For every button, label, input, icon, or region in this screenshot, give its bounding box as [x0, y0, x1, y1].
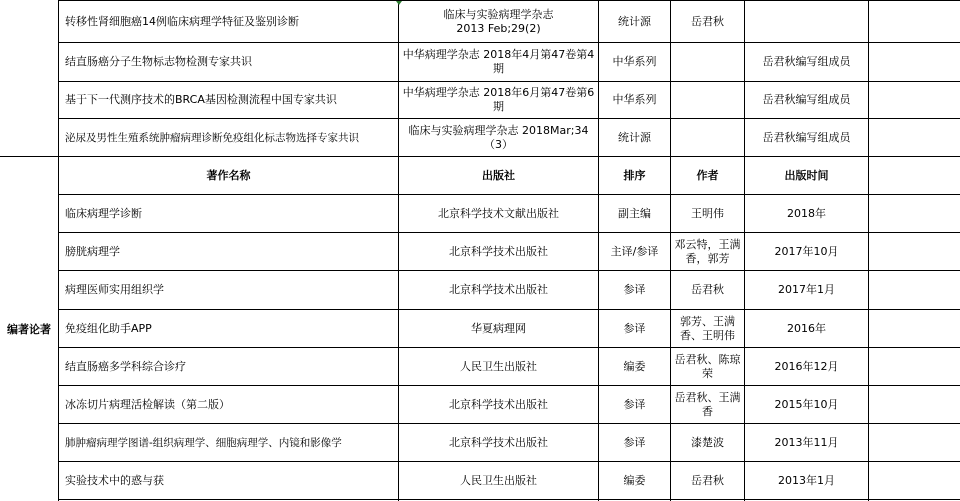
book-rank: 参译 [623, 321, 646, 335]
book-rank: 编委 [623, 473, 646, 487]
paper-journal: 临床与实验病理学杂志 2018Mar;34（3） [408, 123, 589, 151]
book-date: 2016年 [787, 321, 826, 335]
book-publisher: 北京科学技术出版社 [449, 283, 548, 296]
book-title: 冰冻切片病理活检解读（第二版） [65, 397, 230, 411]
book-title: 膀胱病理学 [65, 244, 120, 258]
book-title: 肺肿瘤病理学图谱-组织病理学、细胞病理学、内镜和影像学 [65, 436, 342, 449]
paper-first-author: 岳君秋 [691, 14, 724, 28]
book-rank: 参译 [623, 397, 646, 411]
book-author: 邓云特，王满香，郭芳 [674, 237, 741, 265]
book-author: 王明伟 [691, 206, 724, 220]
book-title: 实验技术中的惑与获 [65, 473, 164, 487]
column-header-rank: 排序 [623, 168, 646, 182]
book-publisher: 北京科学技术出版社 [449, 397, 548, 411]
paper-title: 泌尿及男性生殖系统肿瘤病理诊断免疫组化标志物选择专家共识 [65, 131, 359, 144]
paper-first-author [671, 43, 744, 81]
paper-title: 基于下一代测序技术的BRCA基因检测流程中国专家共识 [65, 93, 337, 106]
column-header-author: 作者 [696, 168, 719, 182]
book-publisher: 人民卫生出版社 [460, 359, 537, 373]
book-author: 岳君秋 [691, 473, 724, 487]
paper-journal: 临床与实验病理学杂志 2013 Feb;29(2) [443, 7, 554, 35]
book-author: 漆楚波 [691, 435, 724, 449]
paper-other-author: 岳君秋编写组成员 [762, 55, 851, 68]
book-rank: 副主编 [618, 206, 651, 220]
book-date: 2017年1月 [778, 283, 835, 296]
paper-category: 统计源 [618, 130, 651, 144]
book-rank: 编委 [623, 359, 646, 373]
book-rank: 主译/参译 [610, 244, 659, 258]
book-rank: 参译 [623, 435, 646, 449]
paper-title: 结直肠癌分子生物标志物检测专家共识 [65, 55, 252, 68]
book-date: 2018年 [787, 206, 826, 220]
paper-title: 转移性肾细胞癌14例临床病理学特征及鉴别诊断 [65, 14, 299, 28]
book-date: 2015年10月 [774, 397, 839, 411]
book-author: 岳君秋、陈琼荣 [674, 352, 741, 380]
paper-journal: 中华病理学杂志 2018年6月第47卷第6期 [402, 86, 595, 113]
book-author: 郭芳、王满香、王明伟 [680, 314, 735, 342]
book-title: 临床病理学诊断 [65, 206, 142, 220]
column-header-title: 著作名称 [206, 168, 251, 182]
book-title: 免疫组化助手APP [65, 321, 152, 335]
column-header-publisher: 出版社 [482, 168, 515, 182]
book-title: 病理医师实用组织学 [65, 283, 164, 296]
book-rank: 参译 [623, 283, 646, 296]
paper-other-author: 岳君秋编写组成员 [762, 93, 851, 106]
column-header-date: 出版时间 [784, 168, 829, 182]
paper-other-author: 岳君秋编写组成员 [762, 130, 851, 144]
book-publisher: 北京科学技术出版社 [449, 435, 548, 449]
section-label-books: 编著论著 [7, 322, 51, 336]
book-publisher: 人民卫生出版社 [460, 473, 537, 487]
book-title: 结直肠癌多学科综合诊疗 [65, 359, 186, 373]
paper-journal: 中华病理学杂志 2018年4月第47卷第4期 [402, 48, 595, 75]
book-publisher: 北京科学技术出版社 [449, 244, 548, 258]
book-publisher: 北京科学技术文献出版社 [438, 206, 559, 220]
book-author: 岳君秋、王满香 [674, 390, 741, 418]
book-date: 2017年10月 [774, 244, 839, 258]
paper-other-author [745, 1, 868, 42]
book-author: 岳君秋 [691, 283, 724, 296]
paper-category: 中华系列 [612, 93, 657, 106]
paper-category: 统计源 [618, 14, 651, 28]
book-date: 2013年1月 [778, 473, 835, 487]
paper-first-author [671, 82, 744, 118]
book-date: 2013年11月 [774, 435, 839, 449]
paper-first-author [671, 119, 744, 156]
book-date: 2016年12月 [774, 359, 839, 373]
book-publisher: 华夏病理网 [471, 321, 526, 335]
paper-category: 中华系列 [612, 55, 657, 68]
